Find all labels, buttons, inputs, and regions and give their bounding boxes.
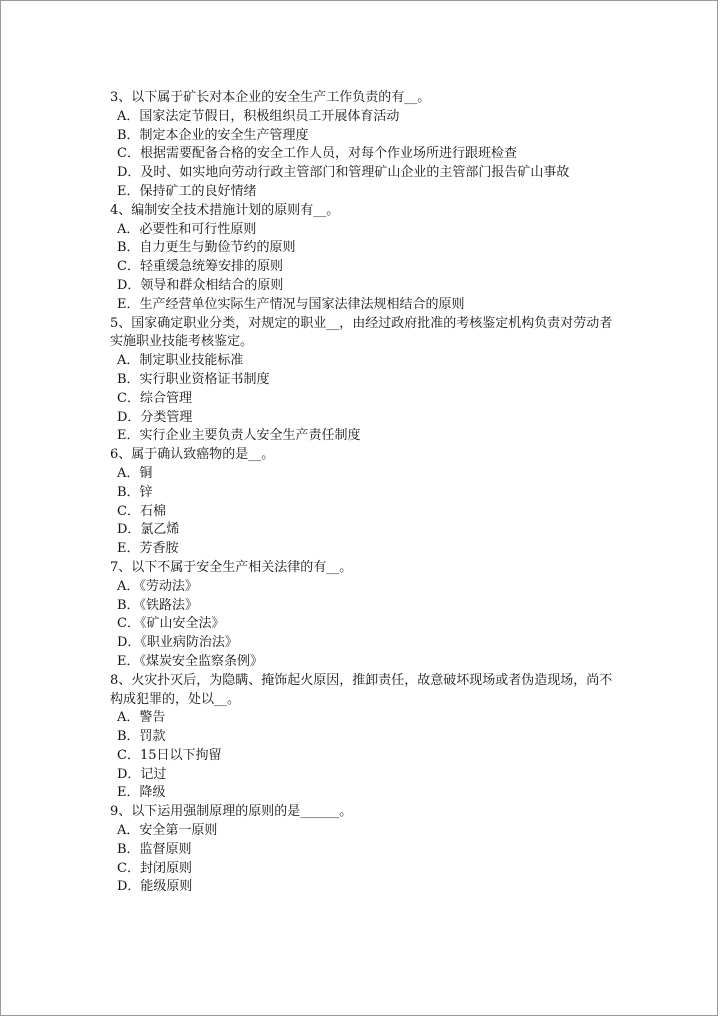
option-d: D．分类管理: [117, 409, 193, 425]
option-d: D．氯乙烯: [117, 522, 180, 538]
option-b: B．锌: [117, 484, 153, 500]
option-a: A．警告: [117, 710, 166, 726]
question-stem: 4、编制安全技术措施计划的原则有__。: [110, 202, 340, 218]
option-d: D．《职业病防治法》: [117, 635, 238, 651]
option-a: A．制定职业技能标准: [117, 353, 244, 369]
option-c: C．根据需要配备合格的安全工作人员，对每个作业场所进行跟班检查: [117, 146, 517, 162]
option-c: C．《矿山安全法》: [117, 616, 225, 632]
option-e: E．降级: [117, 785, 166, 801]
question-stem: 6、属于确认致癌物的是__。: [110, 447, 275, 463]
option-d: D．记过: [117, 766, 167, 782]
option-b: B．制定本企业的安全生产管理度: [117, 127, 309, 143]
option-a: A．安全第一原则: [117, 823, 218, 839]
question-stem: 5、国家确定职业分类，对规定的职业__，由经过政府批准的考核鉴定机构负责对劳动者实施职业技能考核鉴定。: [110, 315, 613, 350]
option-b: B．自力更生与勤俭节约的原则: [117, 240, 296, 256]
option-a: A．必要性和可行性原则: [117, 221, 257, 237]
option-c: C．15日以下拘留: [117, 747, 222, 763]
question-6: [110, 446, 625, 559]
question-list: [110, 89, 625, 897]
option-d: D．及时、如实地向劳动行政主管部门和管理矿山企业的主管部门报告矿山事故: [117, 165, 570, 181]
question-4: [110, 202, 625, 315]
option-b: B．罚款: [117, 729, 166, 745]
option-d: D．领导和群众相结合的原则: [117, 277, 284, 293]
option-c: C．封闭原则: [117, 860, 192, 876]
option-a: A．国家法定节假日，积极组织员工开展体育活动: [117, 108, 400, 124]
option-c: C．综合管理: [117, 390, 192, 406]
option-c: C．石棉: [117, 503, 166, 519]
question-3: [110, 89, 625, 202]
question-5: [110, 315, 625, 447]
option-a: A．铜: [117, 465, 153, 481]
option-e: E．《煤炭安全监察条例》: [117, 653, 263, 669]
question-7: [110, 559, 625, 672]
option-e: E．保持矿工的良好情绪: [117, 183, 257, 199]
option-b: B．监督原则: [117, 841, 192, 857]
question-stem: 7、以下不属于安全生产相关法律的有__。: [110, 559, 353, 575]
option-b: B．实行职业资格证书制度: [117, 371, 270, 387]
question-stem: 8、火灾扑灭后，为隐瞒、掩饰起火原因，推卸责任，故意破坏现场或者伪造现场，尚不构成犯罪的，处以__。: [110, 672, 613, 707]
question-stem: 9、以下运用强制原理的原则的是______。: [110, 804, 353, 820]
option-e: E．生产经营单位实际生产情况与国家法律法规相结合的原则: [117, 296, 465, 312]
question-stem: 3、以下属于矿长对本企业的安全生产工作负责的有__。: [110, 90, 431, 105]
option-e: E．实行企业主要负责人安全生产责任制度: [117, 428, 361, 444]
option-a: A．《劳动法》: [117, 578, 198, 594]
question-9: [110, 803, 625, 897]
option-d: D．能级原则: [117, 879, 193, 895]
option-c: C．轻重缓急统筹安排的原则: [117, 259, 283, 275]
option-e: E．芳香胺: [117, 541, 179, 557]
option-b: B．《铁路法》: [117, 597, 199, 613]
question-8: [110, 672, 625, 804]
